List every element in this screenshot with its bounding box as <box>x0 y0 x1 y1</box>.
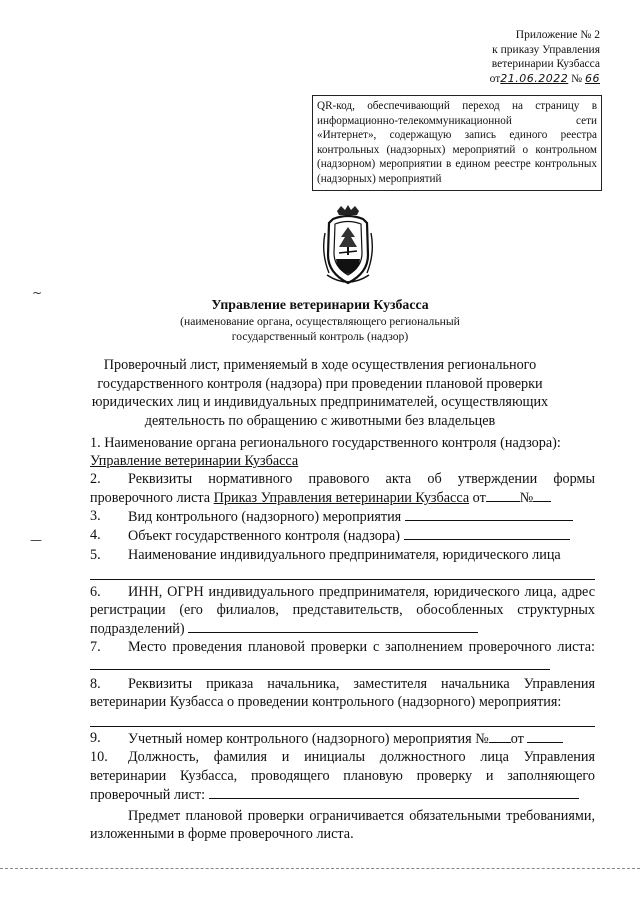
item-2 <box>90 470 595 507</box>
margin-mark-2: — <box>30 533 42 547</box>
item-3-number: 3. <box>90 508 101 525</box>
item-7 <box>90 638 595 675</box>
item-9-date-blank[interactable] <box>527 729 563 743</box>
item-5-text: Наименование индивидуального предпринимателя, юридического лица <box>128 546 561 563</box>
item-10-number: 10. <box>90 749 108 766</box>
closing-paragraph: Предмет плановой проверки ограничивается обязательными требованиями, изложенными в форме проверочного листа. <box>90 807 595 842</box>
item-1-text: Наименование органа регионального государственного контроля (надзора): <box>104 435 561 451</box>
appendix-line2: к приказу Управления <box>492 43 600 56</box>
appendix-header <box>470 28 600 86</box>
item-4-text: Объект государственного контроля (надзора) <box>128 528 400 545</box>
item-2-number: 2. <box>90 471 101 488</box>
handwritten-date: 21.06.2022 <box>500 71 569 85</box>
organization-name: Управление ветеринарии Кузбасса <box>211 297 429 312</box>
item-6-text: ИНН, ОГРН индивидуального предпринимателя, юридического лица, адрес регистрации (его филиалов, представительств, обособленных структурных подразделений) <box>90 583 595 637</box>
item-10-blank[interactable] <box>209 785 579 799</box>
item-7-number: 7. <box>90 638 101 655</box>
item-8-blank[interactable] <box>90 711 595 727</box>
item-2-value: Приказ Управления ветеринарии Кузбасса <box>213 490 470 507</box>
item-5 <box>90 546 595 564</box>
item-3-blank[interactable] <box>405 507 573 521</box>
appendix-date-line <box>470 72 600 87</box>
item-7-blank[interactable] <box>90 656 550 670</box>
item-9-text: Учетный номер контрольного (надзорного) мероприятия № <box>128 731 489 748</box>
item-10-text: Должность, фамилия и инициалы должностного лица Управления ветеринарии Кузбасса, проводящего плановую проверку и заполняющего проверочный лист: <box>90 749 595 803</box>
item-2-no: № <box>519 490 534 507</box>
appendix-line1: Приложение № 2 <box>515 29 600 41</box>
item-9 <box>90 729 595 748</box>
appendix-line3: ветеринарии Кузбасса <box>491 58 600 70</box>
organization-block <box>100 296 540 344</box>
item-8-number: 8. <box>90 676 101 693</box>
item-3-text: Вид контрольного (надзорного) мероприятия <box>128 509 402 526</box>
document-title: Проверочный лист, применяемый в ходе осуществления регионального государственного контроля (надзора) при проведении плановой проверки юридических лиц и индивидуальных предпринимателей, осуществляющих деятельность по обращению с животными без владельцев <box>91 357 549 429</box>
organization-subtitle-2: государственный контроль (надзор) <box>231 330 409 343</box>
item-4-number: 4. <box>90 527 101 544</box>
date-prefix: от <box>489 72 501 85</box>
kuzbass-coat-of-arms-icon <box>313 203 383 288</box>
item-5-blank[interactable] <box>90 564 595 580</box>
handwritten-number: 66 <box>585 71 600 85</box>
item-10 <box>90 748 595 803</box>
organization-subtitle-1: (наименование органа, осуществляющего региональный <box>180 315 460 328</box>
item-4 <box>90 526 595 545</box>
item-2-date-blank[interactable] <box>486 488 520 502</box>
item-1 <box>90 434 595 470</box>
item-2-number-blank[interactable] <box>533 488 551 502</box>
item-8-text: Реквизиты приказа начальника, заместителя начальника Управления ветеринарии Кузбасса о проведении контрольного (надзорного) мероприятия: <box>90 676 595 711</box>
checklist-items <box>90 434 595 843</box>
number-prefix: № <box>571 72 583 85</box>
item-3 <box>90 507 595 526</box>
item-1-value: Управление ветеринарии Кузбасса <box>90 453 299 470</box>
scan-edge-divider <box>0 868 640 871</box>
item-2-from: от <box>472 490 486 507</box>
item-2-text: Реквизиты нормативного правового акта об утверждении формы проверочного листа <box>90 471 595 507</box>
item-6-blank[interactable] <box>188 619 478 633</box>
item-9-from: от <box>510 731 524 748</box>
item-1-number: 1. <box>90 435 101 451</box>
item-6-number: 6. <box>90 583 101 600</box>
item-8 <box>90 675 595 711</box>
item-7-text: Место проведения плановой проверки с заполнением проверочного листа: <box>128 638 595 655</box>
item-6 <box>90 583 595 638</box>
item-9-number-blank[interactable] <box>489 729 511 743</box>
margin-mark-1: ~ <box>32 286 43 300</box>
item-4-blank[interactable] <box>404 526 570 540</box>
item-9-number: 9. <box>90 730 101 747</box>
item-5-number: 5. <box>90 546 101 563</box>
qr-code-placeholder: QR-код, обеспечивающий переход на страницу в информационно-телекоммуникационной сети «Интернет», содержащую запись единого реестра контрольных (надзорных) мероприятий о контрольном (надзорном) мероприятии в едином реестре контрольных (надзорных) мероприятий <box>312 95 602 191</box>
